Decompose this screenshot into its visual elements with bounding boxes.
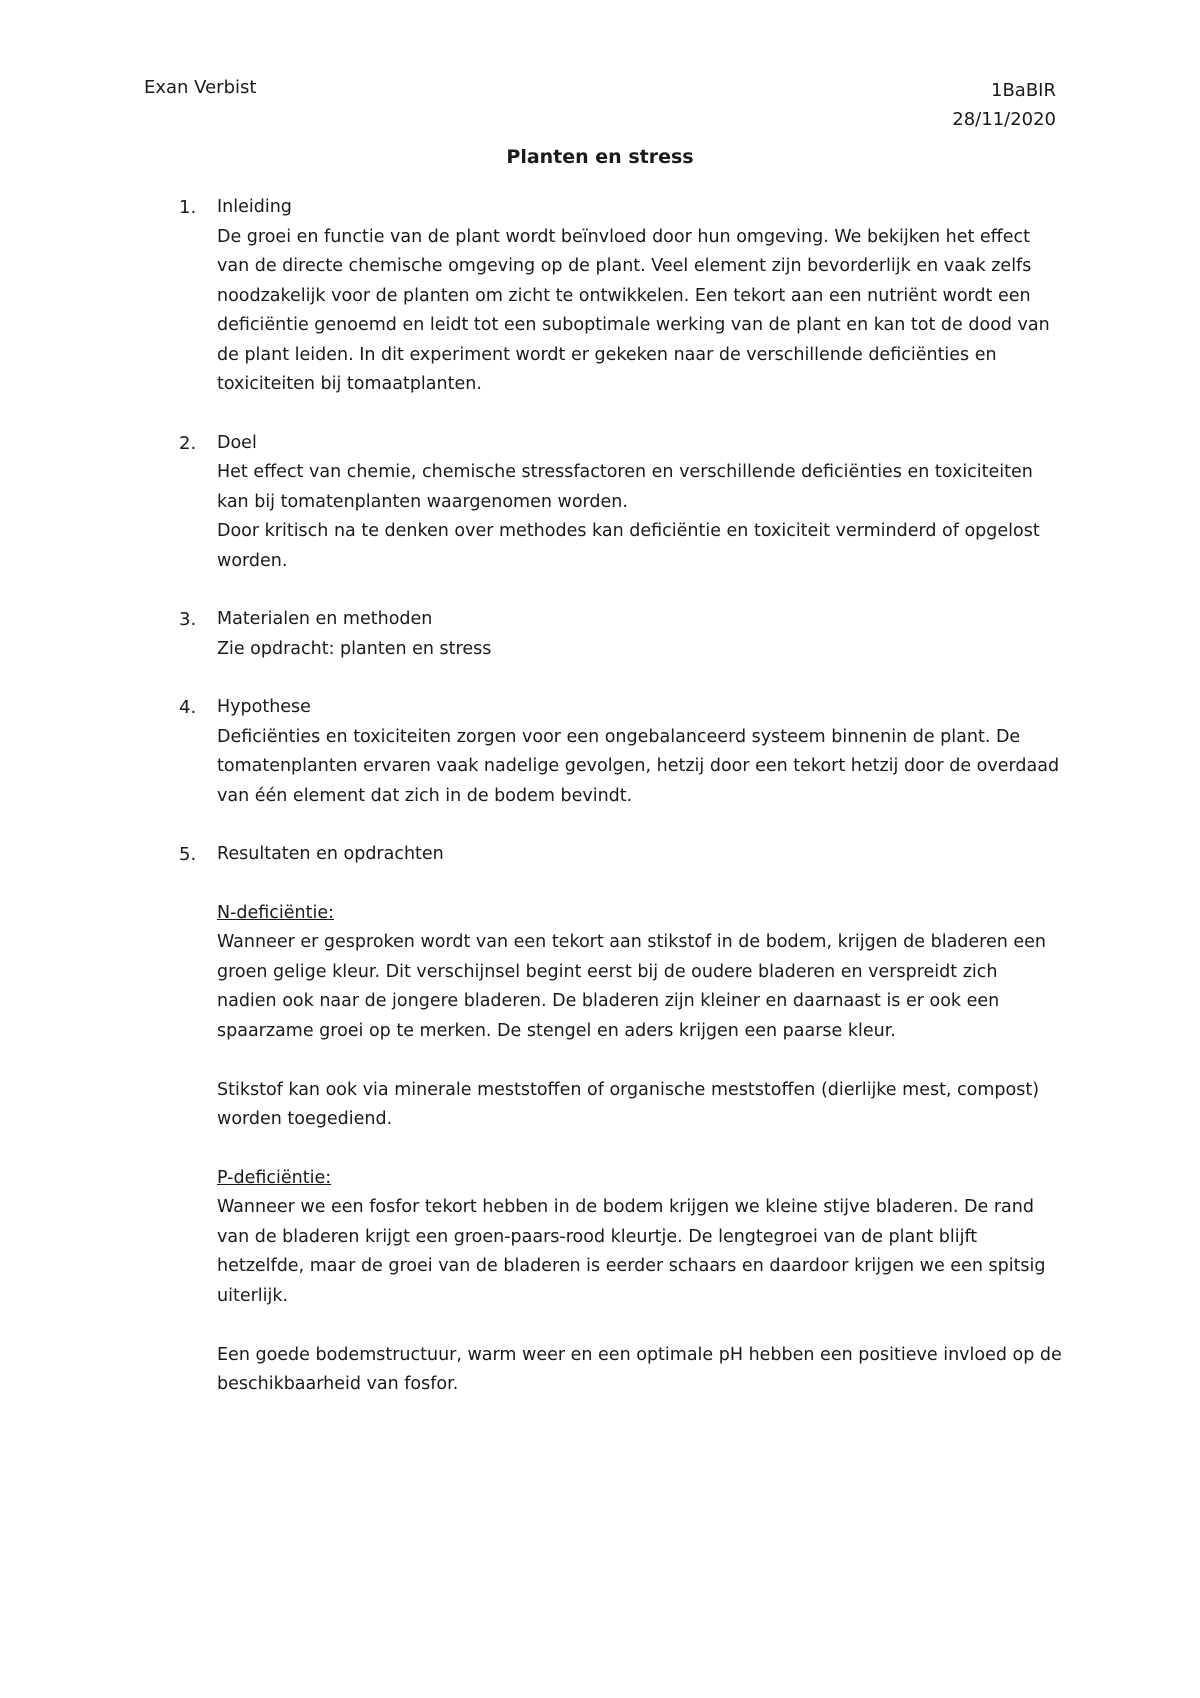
subsection-paragraph: Wanneer er gesproken wordt van een tekort aan stikstof in de bodem, krijgen de bladeren een groen gelige kleur. Dit verschijnsel begint eerst bij de oudere bladeren en verspreidt zich nadien ook naar de jongere bladeren. De bladeren zijn kleiner en daarnaast is er ook een spaarzame groei op te merken. De stengel en aders krijgen een paarse kleur.	[217, 932, 1047, 1041]
subsection-paragraph: Stikstof kan ook via minerale meststoffen of organische meststoffen (dierlijke mest, compost) worden toegediend.	[217, 1079, 1040, 1129]
document-title: Planten en stress	[506, 146, 694, 168]
section-inleiding	[0, 193, 1200, 400]
section-number: 2.	[179, 432, 197, 454]
section-materialen	[0, 605, 1200, 664]
subsection-heading-p: P-deficiëntie:	[217, 1167, 332, 1188]
header-meta	[952, 76, 1056, 134]
section-heading: Hypothese	[217, 697, 311, 717]
section-hypothese	[0, 693, 1200, 811]
section-paragraph: De groei en functie van de plant wordt beïnvloed door hun omgeving. We bekijken het effect van de directe chemische omgeving op de plant. Veel element zijn bevorderlijk en vaak zelfs noodzakelijk voor de planten om zicht te ontwikkelen. Een tekort aan een nutriënt wordt een deficiëntie genoemd en leidt tot een suboptimale werking van de plant en kan tot de dood van de plant leiden. In dit experiment wordt er gekeken naar de verschillende deficiënties en toxiciteiten bij tomaatplanten.	[217, 226, 1050, 394]
class-code: 1BaBIR	[991, 80, 1056, 101]
subsection-heading-n: N-deficiëntie:	[217, 902, 335, 923]
section-number: 5.	[179, 844, 197, 865]
section-paragraph: Door kritisch na te denken over methodes kan deficiëntie en toxiciteit verminderd of opgelost worden.	[217, 521, 1040, 571]
section-number: 1.	[179, 197, 197, 218]
section-paragraph: Deficiënties en toxiciteiten zorgen voor een ongebalanceerd systeem binnenin de plant. De tomatenplanten ervaren vaak nadelige gevolgen, hetzij door een tekort hetzij door de overdaad van één element dat zich in de bodem bevindt.	[217, 726, 1060, 806]
section-paragraph: Het effect van chemie, chemische stressfactoren en verschillende deficiënties en toxiciteiten kan bij tomatenplanten waargenomen worden.	[217, 462, 1033, 512]
section-number: 3.	[179, 609, 197, 630]
document-date: 28/11/2020	[952, 109, 1056, 130]
section-doel	[0, 429, 1200, 577]
section-resultaten	[0, 840, 1200, 1400]
section-heading: Inleiding	[217, 197, 292, 217]
section-heading: Doel	[217, 432, 257, 453]
section-heading: Materialen en methoden	[217, 609, 433, 629]
section-paragraph: Zie opdracht: planten en stress	[217, 638, 492, 659]
subsection-paragraph: Een goede bodemstructuur, warm weer en een optimale pH hebben een positieve invloed op de beschikbaarheid van fosfor.	[217, 1344, 1062, 1394]
document-body	[0, 193, 1200, 1429]
subsection-paragraph: Wanneer we een fosfor tekort hebben in de bodem krijgen we kleine stijve bladeren. De rand van de bladeren krijgt een groen-paars-rood kleurtje. De lengtegroei van de plant blijft hetzelfde, maar de groei van de bladeren is eerder schaars en daardoor krijgen we een spitsig uiterlijk.	[217, 1197, 1046, 1306]
author-name: Exan Verbist	[144, 77, 257, 98]
section-heading: Resultaten en opdrachten	[217, 844, 444, 864]
section-number: 4.	[179, 697, 197, 718]
